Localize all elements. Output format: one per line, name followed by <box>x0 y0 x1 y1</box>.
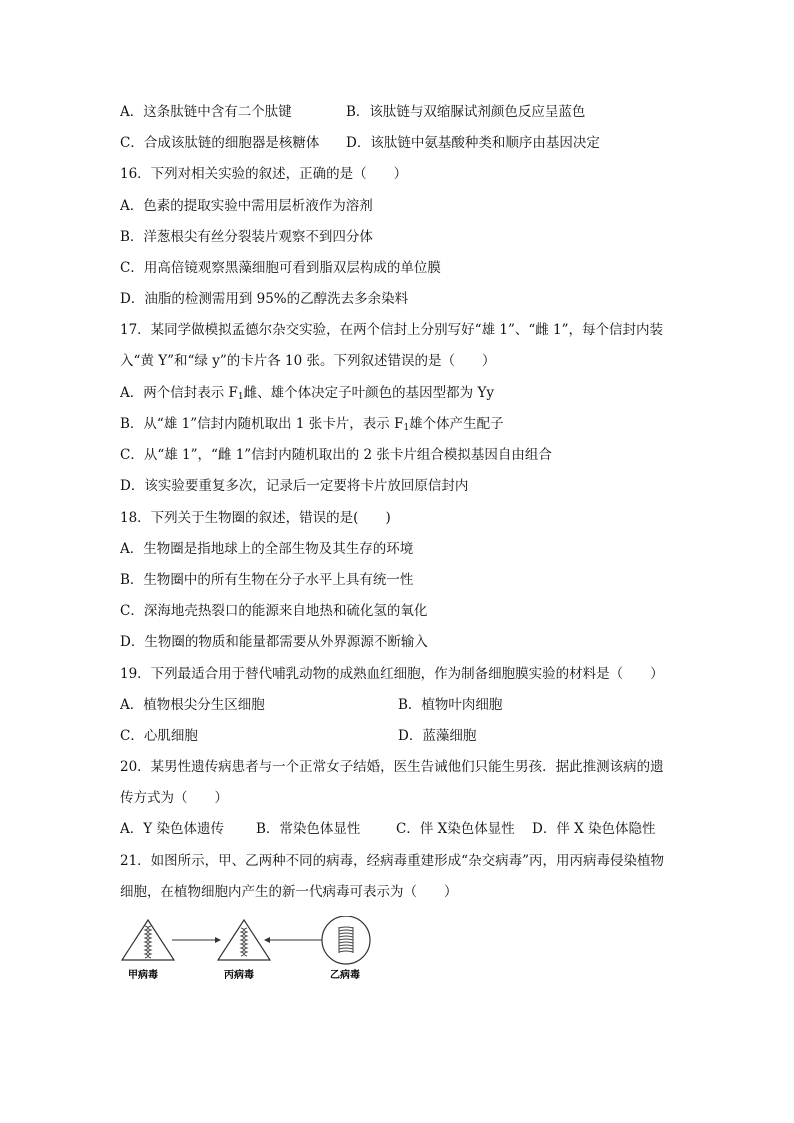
q21-stem-line2: 细胞，在植物细胞内产生的新一代病毒可表示为（ ） <box>120 884 458 900</box>
q20-option-c: C．伴 X染色体显性 <box>396 821 515 837</box>
q16-stem: 16．下列对相关实验的叙述，正确的是（ ） <box>120 166 408 182</box>
q19-option-a: A．植物根尖分生区细胞 <box>120 697 265 713</box>
label-yi: 乙病毒 <box>330 970 360 981</box>
q20-option-a: A．Y 染色体遗传 <box>120 821 224 837</box>
q19-option-c: C．心肌细胞 <box>120 728 198 744</box>
virus-bing <box>218 920 270 960</box>
q16-option-a: A．色素的提取实验中需用层析液作为溶剂 <box>120 198 373 214</box>
q18-stem: 18．下列关于生物圈的叙述，错误的是( ) <box>120 510 391 526</box>
q19-stem: 19．下列最适合用于替代哺乳动物的成熟血红细胞，作为制备细胞膜实验的材料是（ ） <box>120 666 664 682</box>
label-bing: 丙病毒 <box>224 970 254 981</box>
q19-option-b: B．植物叶肉细胞 <box>398 697 503 713</box>
q21-stem-line1: 21．如图所示，甲、乙两种不同的病毒，经病毒重建形成“杂交病毒”丙，用丙病毒侵染植物 <box>120 853 664 869</box>
q17-option-d: D．该实验要重复多次，记录后一定要将卡片放回原信封内 <box>120 478 469 494</box>
q17-option-a: A．两个信封表示 $F_1$雌、雄个体决定子叶颜色的基因型都为 Yy <box>120 385 494 402</box>
protein-coat-circle <box>322 916 370 964</box>
virus-diagram <box>120 916 380 982</box>
q15-option-a: A．这条肽链中含有二个肽键 <box>120 104 292 120</box>
q16-option-b: B．洋葱根尖有丝分裂装片观察不到四分体 <box>120 229 373 245</box>
q15-option-c: C．合成该肽链的细胞器是核糖体 <box>120 135 320 151</box>
virus-jia <box>122 920 174 960</box>
q20-stem-line2: 传方式为（ ） <box>120 790 228 806</box>
virus-yi <box>322 916 370 964</box>
q18-option-d: D．生物圈的物质和能量都需要从外界源源不断输入 <box>120 634 428 650</box>
q17-option-b: B．从“雄 1”信封内随机取出 1 张卡片，表示 $F_1$雄个体产生配子 <box>120 416 504 433</box>
q19-option-d: D．蓝藻细胞 <box>398 728 477 744</box>
q17-option-c: C．从“雄 1”，“雌 1”信封内随机取出的 2 张卡片组合模拟基因自由组合 <box>120 447 552 463</box>
q17-stem-line2: 入“黄 Y”和“绿 y”的卡片各 10 张。下列叙述错误的是（ ） <box>120 353 496 369</box>
q18-option-a: A．生物圈是指地球上的全部生物及其生存的环境 <box>120 541 414 557</box>
q18-option-b: B．生物圈中的所有生物在分子水平上具有统一性 <box>120 572 414 588</box>
q18-option-c: C．深海地壳热裂口的能源来自地热和硫化氢的氧化 <box>120 603 428 619</box>
q16-option-c: C．用高倍镜观察黑藻细胞可看到脂双层构成的单位膜 <box>120 260 441 276</box>
q17-stem-line1: 17．某同学做模拟孟德尔杂交实验，在两个信封上分别写好“雄 1”、“雌 1”，每个信封内装 <box>120 322 664 338</box>
q15-option-b: B．该肽链与双缩脲试剂颜色反应呈蓝色 <box>346 104 586 120</box>
q15-option-d: D．该肽链中氨基酸种类和顺序由基因决定 <box>346 135 600 151</box>
q20-option-d: D．伴 X 染色体隐性 <box>532 821 656 837</box>
label-jia: 甲病毒 <box>128 970 158 981</box>
q16-option-d: D．油脂的检测需用到 95%的乙醇洗去多余染料 <box>120 291 409 307</box>
q20-stem-line1: 20．某男性遗传病患者与一个正常女子结婚，医生告诫他们只能生男孩．据此推测该病的遗 <box>120 759 664 775</box>
q20-option-b: B．常染色体显性 <box>256 821 361 837</box>
